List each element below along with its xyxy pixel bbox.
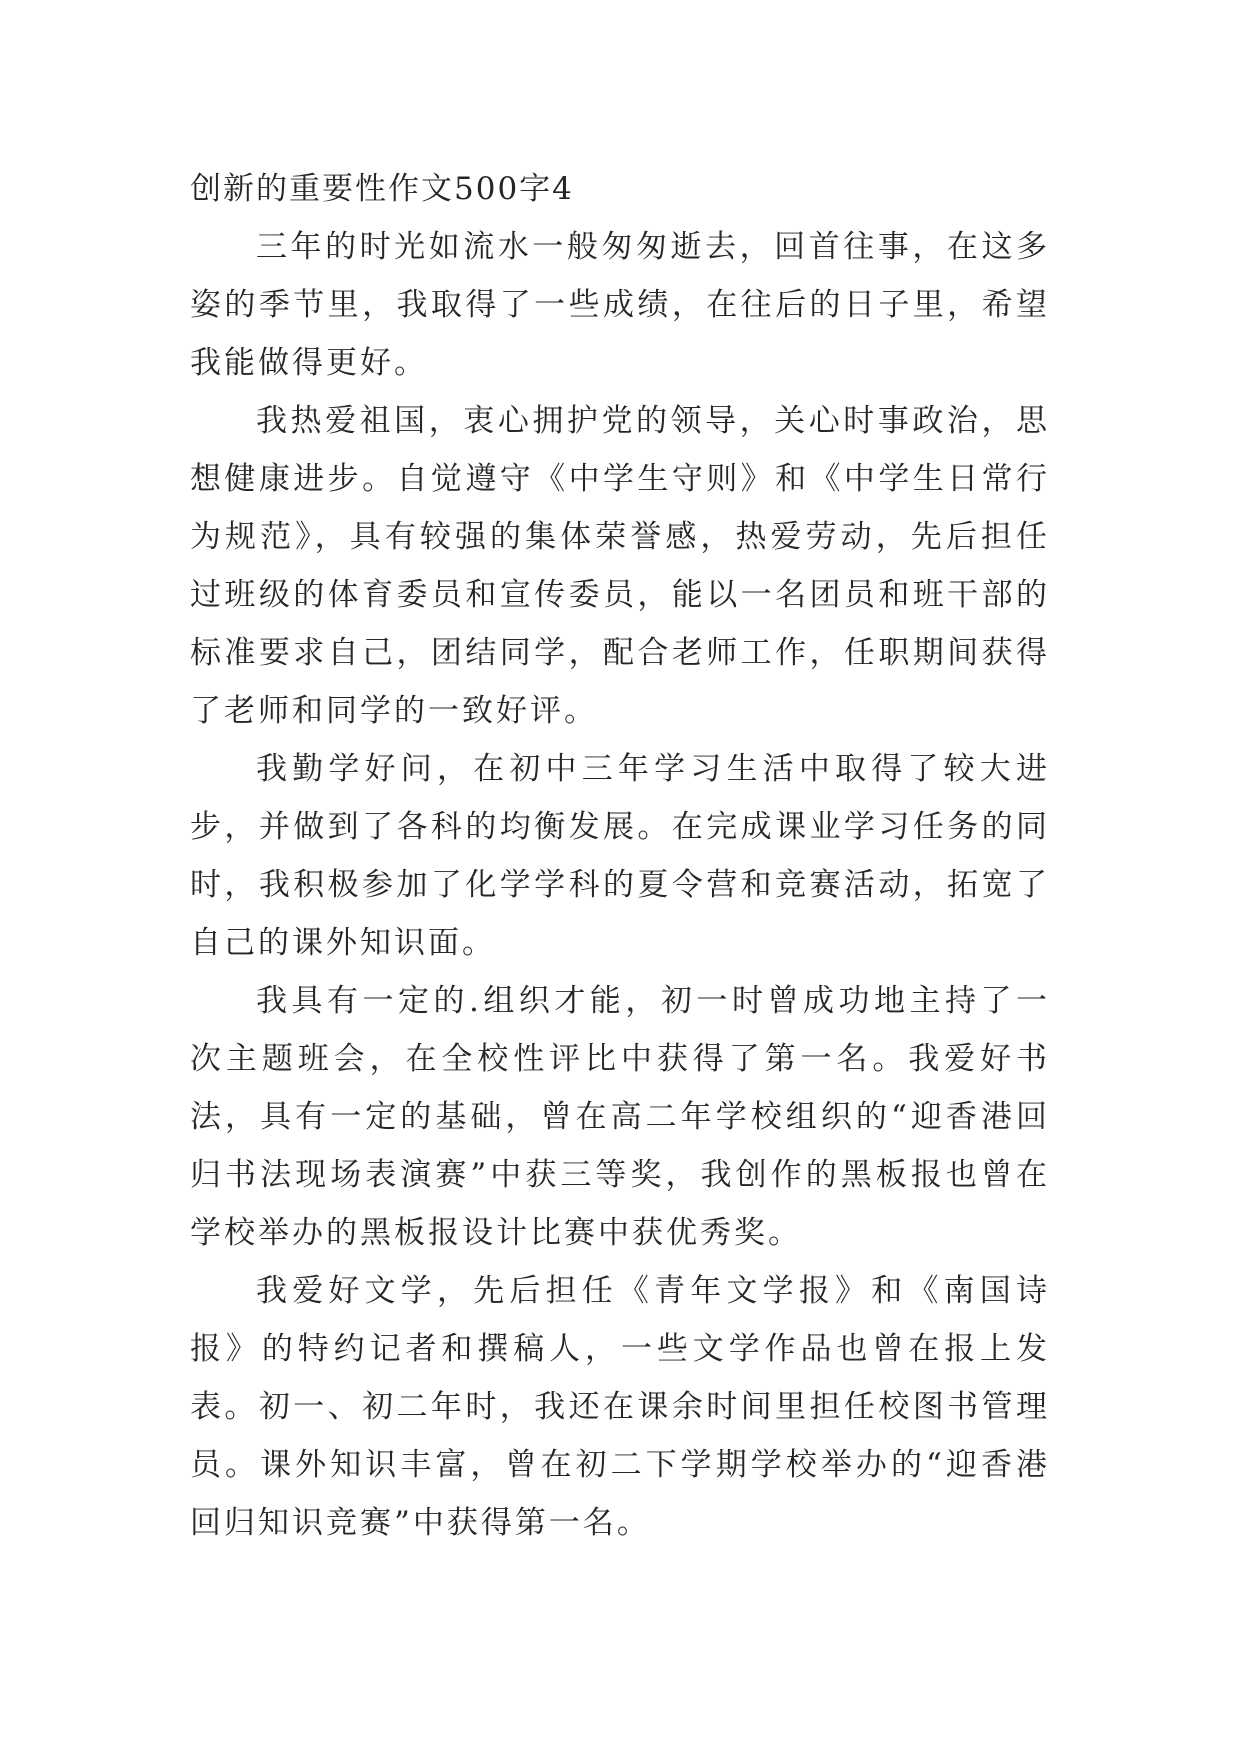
document-body (190, 160, 1050, 1552)
paragraph: 我具有一定的.组织才能，初一时曾成功地主持了一次主题班会，在全校性评比中获得了第一名。我爱好书法，具有一定的基础，曾在高二年学校组织的“迎香港回归书法现场表演赛”中获三等奖，我创作的黑板报也曾在学校举办的黑板报设计比赛中获优秀奖。 (190, 983, 1050, 1251)
paragraph: 我热爱祖国，衷心拥护党的领导，关心时事政治，思想健康进步。自觉遵守《中学生守则》和《中学生日常行为规范》，具有较强的集体荣誉感，热爱劳动，先后担任过班级的体育委员和宣传委员，能以一名团员和班干部的标准要求自己，团结同学，配合老师工作，任职期间获得了老师和同学的一致好评。 (190, 403, 1050, 729)
paragraph: 三年的时光如流水一般匆匆逝去，回首往事，在这多姿的季节里，我取得了一些成绩，在往后的日子里，希望我能做得更好。 (190, 229, 1050, 381)
paragraph: 我勤学好问，在初中三年学习生活中取得了较大进步，并做到了各科的均衡发展。在完成课业学习任务的同时，我积极参加了化学学科的夏令营和竞赛活动，拓宽了自己的课外知识面。 (190, 751, 1050, 961)
document-title: 创新的重要性作文500字4 (190, 171, 574, 207)
paragraph: 我爱好文学，先后担任《青年文学报》和《南国诗报》的特约记者和撰稿人，一些文学作品也曾在报上发表。初一、初二年时，我还在课余时间里担任校图书管理员。课外知识丰富，曾在初二下学期学校举办的“迎香港回归知识竞赛”中获得第一名。 (190, 1273, 1050, 1541)
